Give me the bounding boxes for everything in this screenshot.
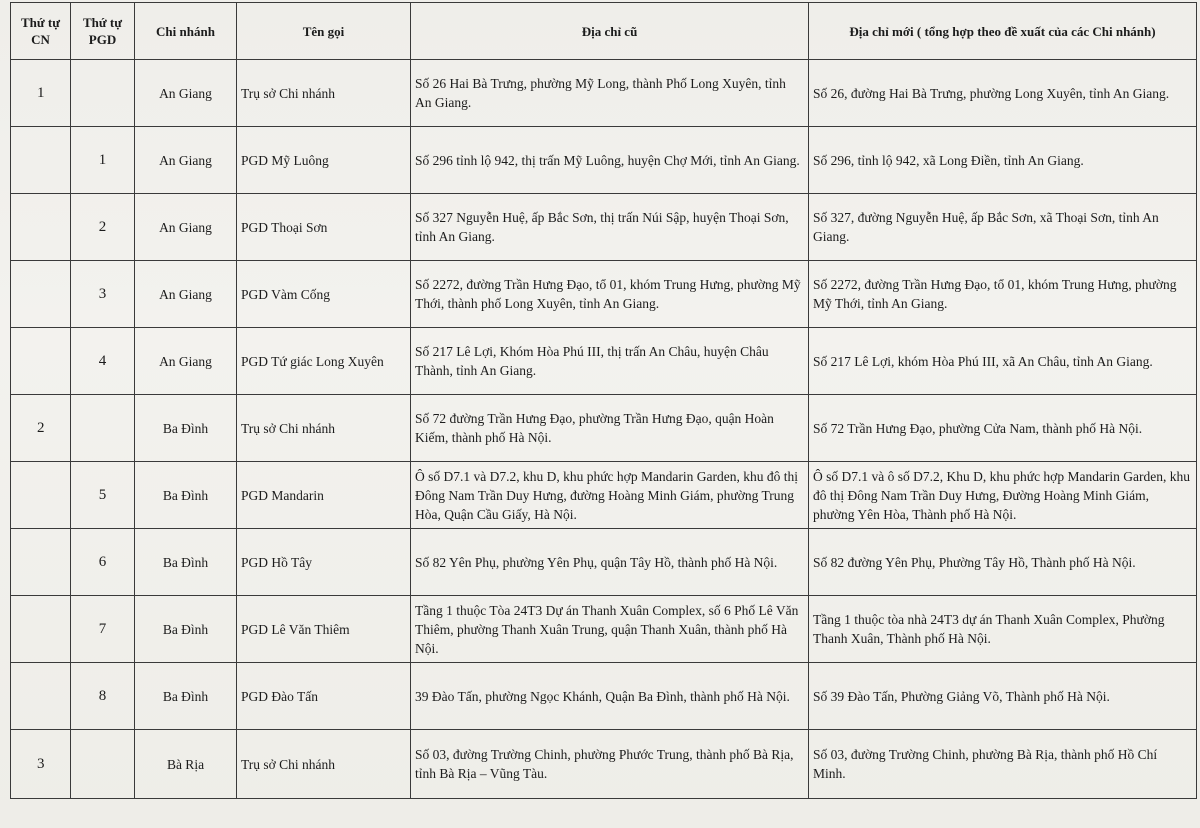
cell-branch: An Giang bbox=[135, 194, 237, 261]
cell-new-address: Số 2272, đường Trần Hưng Đạo, tổ 01, khóm Trung Hưng, phường Mỹ Thới, tỉnh An Giang. bbox=[809, 261, 1197, 328]
cell-pgd: 1 bbox=[71, 127, 135, 194]
cell-old-address: Số 72 đường Trần Hưng Đạo, phường Trần Hưng Đạo, quận Hoàn Kiếm, thành phố Hà Nội. bbox=[411, 395, 809, 462]
cell-cn bbox=[11, 529, 71, 596]
cell-name: Trụ sở Chi nhánh bbox=[237, 395, 411, 462]
cell-new-address: Số 72 Trần Hưng Đạo, phường Cửa Nam, thành phố Hà Nội. bbox=[809, 395, 1197, 462]
cell-new-address: Số 82 đường Yên Phụ, Phường Tây Hồ, Thành phố Hà Nội. bbox=[809, 529, 1197, 596]
header-pgd-line1: Thứ tự bbox=[82, 15, 123, 30]
table-row bbox=[11, 60, 1197, 127]
cell-pgd: 5 bbox=[71, 462, 135, 529]
cell-name: PGD Mỹ Luông bbox=[237, 127, 411, 194]
cell-old-address: Số 327 Nguyễn Huệ, ấp Bắc Sơn, thị trấn Núi Sập, huyện Thoại Sơn, tỉnh An Giang. bbox=[411, 194, 809, 261]
table-row bbox=[11, 328, 1197, 395]
cell-cn: 2 bbox=[11, 395, 71, 462]
table-row bbox=[11, 261, 1197, 328]
cell-cn bbox=[11, 462, 71, 529]
cell-new-address: Ô số D7.1 và ô số D7.2, Khu D, khu phức hợp Mandarin Garden, khu đô thị Đông Nam Trần Duy Hưng, Đường Hoàng Minh Giám, phường Yên Hòa, Thành phố Hà Nội. bbox=[809, 462, 1197, 529]
cell-pgd: 7 bbox=[71, 596, 135, 663]
cell-new-address: Số 296, tỉnh lộ 942, xã Long Điền, tỉnh An Giang. bbox=[809, 127, 1197, 194]
header-branch: Chi nhánh bbox=[135, 3, 237, 60]
header-cn bbox=[11, 3, 71, 60]
cell-cn bbox=[11, 261, 71, 328]
cell-new-address: Số 327, đường Nguyễn Huệ, ấp Bắc Sơn, xã Thoại Sơn, tỉnh An Giang. bbox=[809, 194, 1197, 261]
cell-pgd: 8 bbox=[71, 663, 135, 730]
cell-cn bbox=[11, 194, 71, 261]
cell-cn bbox=[11, 596, 71, 663]
table-row bbox=[11, 730, 1197, 799]
table-row bbox=[11, 663, 1197, 730]
cell-branch: Bà Rịa bbox=[135, 730, 237, 799]
table-row bbox=[11, 596, 1197, 663]
cell-old-address: Ô số D7.1 và D7.2, khu D, khu phức hợp Mandarin Garden, khu đô thị Đông Nam Trần Duy Hưng, đường Hoàng Minh Giám, phường Trung Hòa, Quận Cầu Giấy, Hà Nội. bbox=[411, 462, 809, 529]
header-pgd bbox=[71, 3, 135, 60]
cell-old-address: Số 03, đường Trường Chinh, phường Phước Trung, thành phố Bà Rịa, tỉnh Bà Rịa – Vũng Tàu. bbox=[411, 730, 809, 799]
cell-branch: An Giang bbox=[135, 60, 237, 127]
header-cn-line2: CN bbox=[31, 32, 50, 47]
cell-cn bbox=[11, 328, 71, 395]
cell-branch: An Giang bbox=[135, 328, 237, 395]
table-row bbox=[11, 462, 1197, 529]
cell-cn: 1 bbox=[11, 60, 71, 127]
cell-old-address: Tầng 1 thuộc Tòa 24T3 Dự án Thanh Xuân Complex, số 6 Phố Lê Văn Thiêm, phường Thanh Xuân Trung, quận Thanh Xuân, thành phố Hà Nội. bbox=[411, 596, 809, 663]
cell-branch: Ba Đình bbox=[135, 596, 237, 663]
cell-cn bbox=[11, 127, 71, 194]
cell-name: PGD Đào Tấn bbox=[237, 663, 411, 730]
cell-new-address: Tầng 1 thuộc tòa nhà 24T3 dự án Thanh Xuân Complex, Phường Thanh Xuân, Thành phố Hà Nội. bbox=[809, 596, 1197, 663]
cell-new-address: Số 26, đường Hai Bà Trưng, phường Long Xuyên, tỉnh An Giang. bbox=[809, 60, 1197, 127]
cell-old-address: Số 26 Hai Bà Trưng, phường Mỹ Long, thành Phố Long Xuyên, tỉnh An Giang. bbox=[411, 60, 809, 127]
cell-new-address: Số 39 Đào Tấn, Phường Giảng Võ, Thành phố Hà Nội. bbox=[809, 663, 1197, 730]
cell-pgd bbox=[71, 60, 135, 127]
header-cn-line1: Thứ tự bbox=[20, 15, 61, 30]
cell-branch: An Giang bbox=[135, 127, 237, 194]
cell-pgd bbox=[71, 395, 135, 462]
table-row bbox=[11, 127, 1197, 194]
header-old-address: Địa chỉ cũ bbox=[411, 3, 809, 60]
branch-address-table bbox=[10, 2, 1197, 799]
cell-old-address: Số 2272, đường Trần Hưng Đạo, tổ 01, khóm Trung Hưng, phường Mỹ Thới, thành phố Long Xuyên, tỉnh An Giang. bbox=[411, 261, 809, 328]
cell-name: PGD Tứ giác Long Xuyên bbox=[237, 328, 411, 395]
cell-pgd: 2 bbox=[71, 194, 135, 261]
cell-old-address: Số 82 Yên Phụ, phường Yên Phụ, quận Tây Hồ, thành phố Hà Nội. bbox=[411, 529, 809, 596]
cell-name: PGD Hồ Tây bbox=[237, 529, 411, 596]
cell-old-address: Số 296 tỉnh lộ 942, thị trấn Mỹ Luông, huyện Chợ Mới, tỉnh An Giang. bbox=[411, 127, 809, 194]
cell-name: PGD Vàm Cống bbox=[237, 261, 411, 328]
cell-new-address: Số 03, đường Trường Chinh, phường Bà Rịa, thành phố Hồ Chí Minh. bbox=[809, 730, 1197, 799]
table-row bbox=[11, 194, 1197, 261]
cell-pgd: 4 bbox=[71, 328, 135, 395]
cell-branch: Ba Đình bbox=[135, 529, 237, 596]
cell-pgd: 3 bbox=[71, 261, 135, 328]
cell-name: PGD Lê Văn Thiêm bbox=[237, 596, 411, 663]
cell-branch: Ba Đình bbox=[135, 462, 237, 529]
cell-branch: Ba Đình bbox=[135, 395, 237, 462]
header-name: Tên gọi bbox=[237, 3, 411, 60]
cell-name: PGD Thoại Sơn bbox=[237, 194, 411, 261]
cell-name: Trụ sở Chi nhánh bbox=[237, 730, 411, 799]
cell-cn bbox=[11, 663, 71, 730]
cell-pgd: 6 bbox=[71, 529, 135, 596]
header-row bbox=[11, 3, 1197, 60]
table-row bbox=[11, 529, 1197, 596]
cell-pgd bbox=[71, 730, 135, 799]
cell-cn: 3 bbox=[11, 730, 71, 799]
cell-name: Trụ sở Chi nhánh bbox=[237, 60, 411, 127]
cell-old-address: Số 217 Lê Lợi, Khóm Hòa Phú III, thị trấn An Châu, huyện Châu Thành, tỉnh An Giang. bbox=[411, 328, 809, 395]
cell-branch: An Giang bbox=[135, 261, 237, 328]
cell-old-address: 39 Đào Tấn, phường Ngọc Khánh, Quận Ba Đình, thành phố Hà Nội. bbox=[411, 663, 809, 730]
cell-new-address: Số 217 Lê Lợi, khóm Hòa Phú III, xã An Châu, tỉnh An Giang. bbox=[809, 328, 1197, 395]
cell-branch: Ba Đình bbox=[135, 663, 237, 730]
header-new-address: Địa chỉ mới ( tổng hợp theo đề xuất của các Chi nhánh) bbox=[809, 3, 1197, 60]
table-row bbox=[11, 395, 1197, 462]
header-pgd-line2: PGD bbox=[88, 32, 117, 47]
cell-name: PGD Mandarin bbox=[237, 462, 411, 529]
